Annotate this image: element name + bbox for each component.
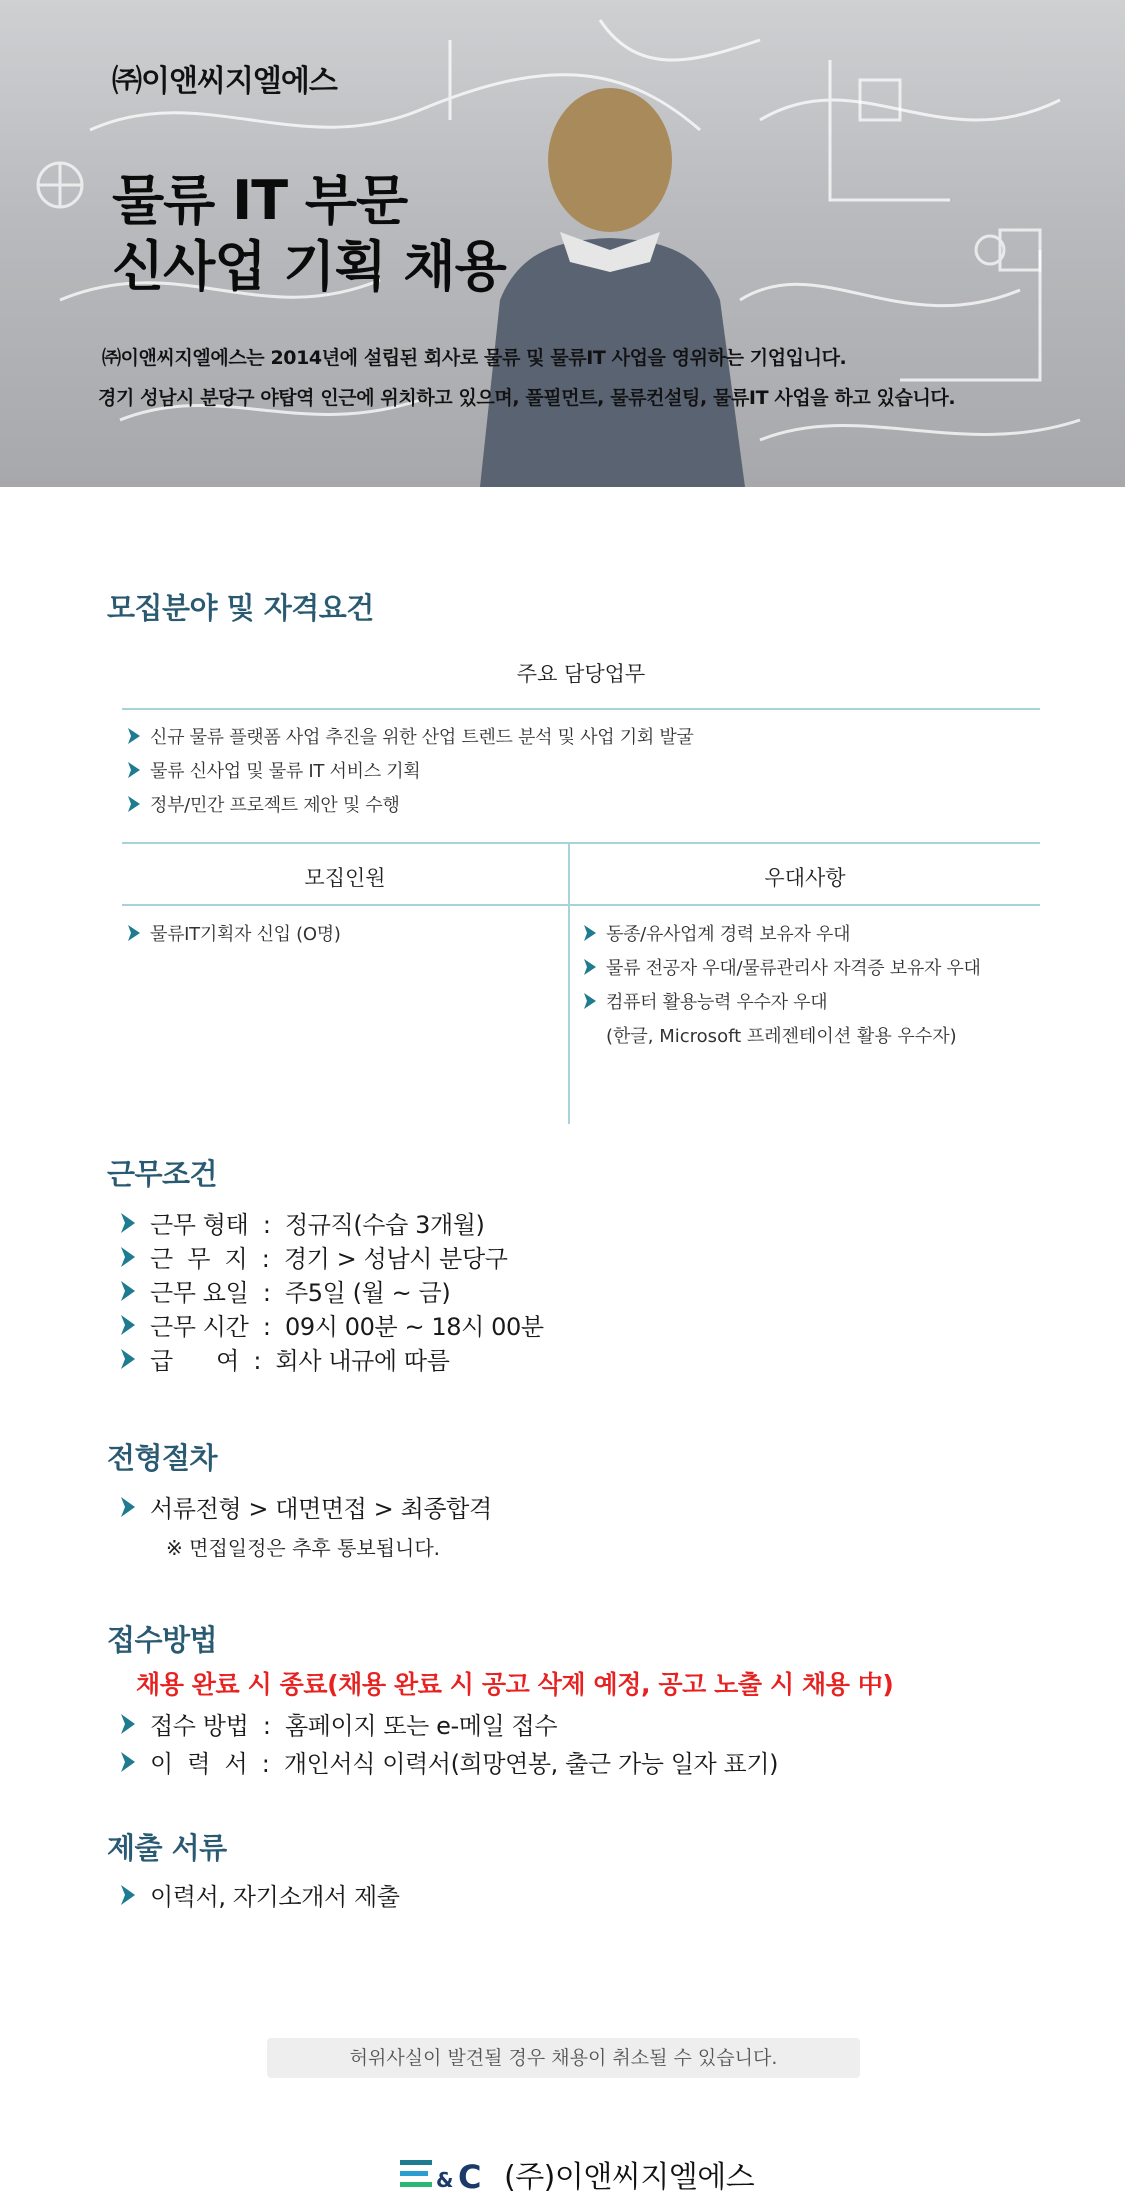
duty-text: 물류 신사업 및 물류 IT 서비스 기획 (150, 761, 421, 782)
documents-section-title: 제출 서류 (107, 1831, 227, 1865)
duty-text: 정부/민간 프로젝트 제안 및 수행 (150, 795, 400, 816)
chevron-right-icon (120, 1751, 136, 1773)
preference-header: 우대사항 (764, 866, 846, 890)
chevron-right-icon (127, 795, 141, 813)
preference-text: 컴퓨터 활용능력 우수자 우대 (606, 992, 828, 1013)
apply-item (120, 1744, 778, 1779)
apply-closing-notice: 채용 완료 시 종료(채용 완료 시 공고 삭제 예정, 공고 노출 시 채용 中) (136, 1670, 894, 1699)
chevron-right-icon (120, 1280, 136, 1302)
hero-title (112, 168, 506, 300)
headcount-text: 물류IT기획자 신입 (O명) (150, 924, 341, 945)
condition-text: 급 여 : 회사 내규에 따름 (150, 1347, 450, 1375)
duties-header: 주요 담당업무 (516, 662, 646, 686)
apply-item (120, 1706, 557, 1741)
condition-item (120, 1341, 450, 1376)
enc-logo-mark (400, 2157, 496, 2191)
preference-text: 동종/유사업계 경력 보유자 우대 (606, 924, 851, 945)
apply-text: 이 력 서 : 개인서식 이력서(희망연봉, 출근 가능 일자 표기) (150, 1750, 779, 1778)
apply-section-title: 접수방법 (107, 1623, 218, 1657)
condition-text: 근무 형태 : 정규직(수습 3개월) (150, 1211, 485, 1239)
chevron-right-icon (127, 924, 141, 942)
headcount-item (127, 920, 341, 946)
document-item (120, 1877, 400, 1912)
svg-text:C: C (458, 2158, 482, 2191)
table-divider (122, 842, 1040, 844)
process-section-title: 전형절차 (107, 1441, 218, 1475)
condition-text: 근무 요일 : 주5일 (월 ~ 금) (150, 1279, 451, 1307)
duty-item (127, 723, 694, 749)
svg-text:&: & (436, 2168, 454, 2191)
logo-company-name: (주)이앤씨지엘에스 (504, 2160, 755, 2195)
chevron-right-icon (120, 1246, 136, 1268)
chevron-right-icon (120, 1314, 136, 1336)
condition-text: 근 무 지 : 경기 > 성남시 분당구 (150, 1245, 508, 1273)
chevron-right-icon (583, 924, 597, 942)
preference-text: 물류 전공자 우대/물류관리사 자격증 보유자 우대 (606, 958, 981, 979)
table-divider (122, 708, 1040, 710)
hero-banner (0, 0, 1125, 487)
process-note: ※ 면접일정은 추후 통보됩니다. (166, 1536, 441, 1560)
hero-company-name: ㈜이앤씨지엘에스 (112, 64, 337, 99)
chevron-right-icon (120, 1884, 136, 1906)
recruit-section-title: 모집분야 및 자격요건 (107, 591, 374, 625)
hero-desc-line1: ㈜이앤씨지엘에스는 2014년에 설립된 회사로 물류 및 물류IT 사업을 영위하는 기업입니다. (102, 347, 847, 369)
chevron-right-icon (127, 727, 141, 745)
process-steps (120, 1489, 492, 1524)
headcount-header: 모집인원 (304, 866, 386, 890)
false-info-warning: 허위사실이 발견될 경우 채용이 취소될 수 있습니다. (267, 2038, 860, 2078)
hero-desc-line2: 경기 성남시 분당구 야탑역 인근에 위치하고 있으며, 풀필먼트, 물류컨설팅, 물류IT 사업을 하고 있습니다. (98, 387, 956, 409)
duty-item (127, 757, 420, 783)
company-logo (400, 2152, 754, 2196)
chevron-right-icon (120, 1713, 136, 1735)
condition-item (120, 1239, 508, 1274)
hero-title-line1: 물류 IT 부문 (112, 169, 408, 232)
chevron-right-icon (583, 958, 597, 976)
chevron-right-icon (120, 1348, 136, 1370)
preference-item (583, 954, 981, 980)
condition-text: 근무 시간 : 09시 00분 ~ 18시 00분 (150, 1313, 544, 1341)
duty-item (127, 791, 400, 817)
process-steps-text: 서류전형 > 대면면접 > 최종합격 (150, 1495, 492, 1523)
apply-text: 접수 방법 : 홈페이지 또는 e-메일 접수 (150, 1712, 558, 1740)
preference-item (583, 920, 850, 946)
conditions-section-title: 근무조건 (107, 1157, 218, 1191)
condition-item (120, 1205, 484, 1240)
document-text: 이력서, 자기소개서 제출 (150, 1883, 400, 1911)
person-head (548, 88, 672, 232)
hero-title-line2: 신사업 기획 채용 (112, 235, 506, 298)
chevron-right-icon (120, 1496, 136, 1518)
chevron-right-icon (127, 761, 141, 779)
condition-item (120, 1273, 450, 1308)
preference-note: (한글, Microsoft 프레젠테이션 활용 우수자) (606, 1026, 957, 1047)
preference-item (583, 988, 827, 1014)
chevron-right-icon (583, 992, 597, 1010)
hero-description (98, 338, 955, 418)
chevron-right-icon (120, 1212, 136, 1234)
condition-item (120, 1307, 544, 1342)
duty-text: 신규 물류 플랫폼 사업 추진을 위한 산업 트렌드 분석 및 사업 기회 발굴 (150, 727, 694, 748)
table-divider (122, 904, 1040, 906)
